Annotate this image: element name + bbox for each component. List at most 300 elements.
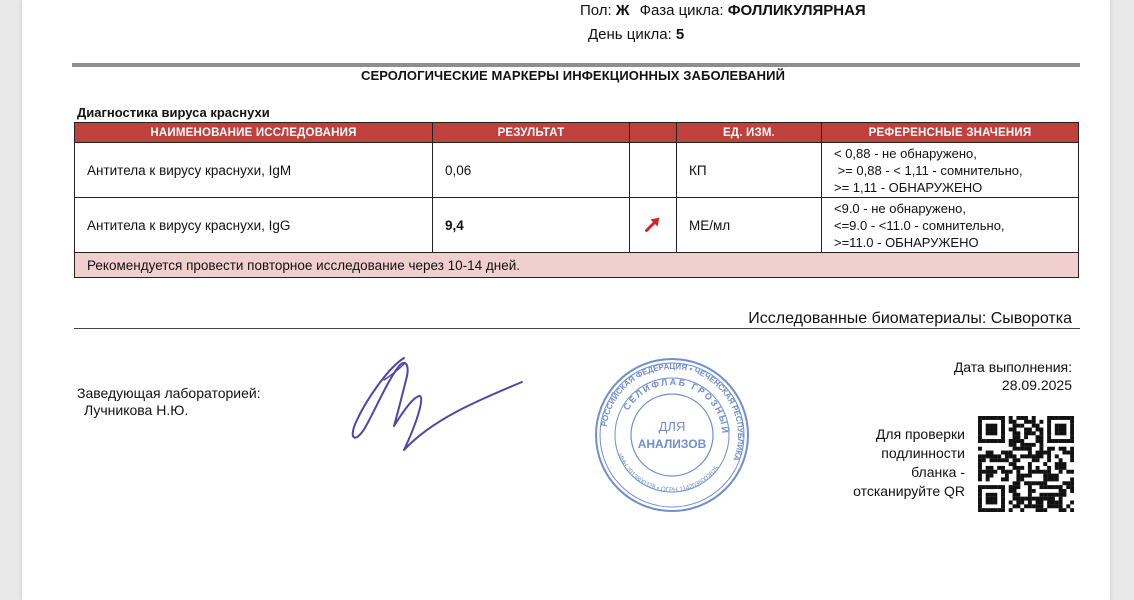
qr-module — [1043, 462, 1047, 466]
qr-text-line: подлинности — [881, 445, 965, 461]
qr-module — [1032, 443, 1036, 447]
qr-module — [1039, 439, 1043, 443]
qr-module — [1036, 508, 1040, 512]
col-header-result: РЕЗУЛЬТАТ — [433, 123, 630, 143]
qr-text-line: отсканируйте QR — [853, 483, 965, 499]
qr-instructions — [853, 425, 965, 501]
qr-module — [1013, 443, 1017, 447]
qr-module — [1013, 435, 1017, 439]
qr-module — [1066, 485, 1070, 489]
sex-phase-line — [580, 2, 866, 19]
qr-module — [1059, 485, 1063, 489]
qr-module — [1028, 470, 1032, 474]
qr-module — [990, 431, 994, 435]
table-header-row — [75, 123, 1079, 143]
qr-module — [982, 508, 986, 512]
qr-module — [993, 424, 997, 428]
qr-module — [1051, 447, 1055, 451]
qr-module — [1070, 489, 1074, 493]
qr-module — [1070, 481, 1074, 485]
result-flag-cell — [630, 198, 677, 253]
qr-module — [1047, 493, 1051, 497]
qr-module — [1047, 497, 1051, 501]
qr-module — [1062, 431, 1066, 435]
qr-module — [978, 504, 982, 508]
qr-module — [1055, 428, 1059, 432]
qr-module — [1024, 447, 1028, 451]
qr-module — [1070, 431, 1074, 435]
qr-module — [1059, 497, 1063, 501]
test-group-title: Диагностика вируса краснухи — [77, 105, 270, 120]
qr-module — [1070, 439, 1074, 443]
qr-module — [1024, 454, 1028, 458]
qr-module — [1028, 497, 1032, 501]
qr-module — [1016, 485, 1020, 489]
test-reference — [822, 143, 1079, 198]
qr-module — [1013, 481, 1017, 485]
phase-value: ФОЛЛИКУЛЯРНАЯ — [727, 2, 866, 19]
qr-module — [1059, 489, 1063, 493]
qr-module — [1039, 481, 1043, 485]
qr-module — [1070, 420, 1074, 424]
qr-module — [1059, 416, 1063, 420]
qr-module — [1047, 428, 1051, 432]
qr-module — [1001, 489, 1005, 493]
recommendation-row — [75, 253, 1079, 278]
qr-module — [990, 474, 994, 478]
qr-module — [1047, 454, 1051, 458]
qr-module — [1013, 466, 1017, 470]
qr-module — [1059, 493, 1063, 497]
completion-date-block — [954, 358, 1072, 394]
qr-module — [1039, 508, 1043, 512]
qr-module — [997, 508, 1001, 512]
qr-module — [1001, 493, 1005, 497]
qr-module — [1013, 439, 1017, 443]
qr-module — [1070, 477, 1074, 481]
qr-module — [993, 500, 997, 504]
qr-module — [978, 497, 982, 501]
qr-module — [1043, 477, 1047, 481]
qr-module — [1070, 451, 1074, 455]
qr-module — [1047, 466, 1051, 470]
qr-module — [1032, 424, 1036, 428]
qr-module — [1051, 439, 1055, 443]
test-reference — [822, 198, 1079, 253]
qr-module — [1001, 428, 1005, 432]
qr-module — [1020, 416, 1024, 420]
qr-module — [1039, 420, 1043, 424]
qr-module — [1059, 466, 1063, 470]
qr-module — [1047, 451, 1051, 455]
qr-module — [1028, 428, 1032, 432]
qr-module — [1039, 447, 1043, 451]
signature-icon — [344, 350, 529, 465]
qr-module — [1043, 493, 1047, 497]
qr-module — [1036, 497, 1040, 501]
qr-module — [1009, 451, 1013, 455]
qr-module — [1039, 435, 1043, 439]
qr-module — [997, 454, 1001, 458]
qr-module — [1028, 493, 1032, 497]
qr-module — [1039, 443, 1043, 447]
qr-module — [993, 458, 997, 462]
qr-module — [1032, 454, 1036, 458]
qr-module — [986, 470, 990, 474]
qr-module — [1043, 470, 1047, 474]
qr-module — [1016, 447, 1020, 451]
qr-module — [1047, 458, 1051, 462]
qr-module — [1036, 454, 1040, 458]
qr-module — [1055, 500, 1059, 504]
qr-module — [993, 470, 997, 474]
qr-module — [1066, 416, 1070, 420]
qr-module — [1059, 458, 1063, 462]
qr-module — [1059, 424, 1063, 428]
completion-label: Дата выполнения: — [953, 359, 1072, 375]
lab-head-block — [77, 385, 261, 419]
qr-module — [1020, 439, 1024, 443]
qr-module — [1020, 500, 1024, 504]
qr-module — [1028, 504, 1032, 508]
qr-module — [1016, 497, 1020, 501]
qr-module — [986, 497, 990, 501]
qr-module — [1059, 439, 1063, 443]
qr-module — [1062, 462, 1066, 466]
stamp-ring-inner: СЕЛИФЛАБ ГРОЗНЫЙ — [621, 376, 731, 436]
qr-module — [1062, 489, 1066, 493]
reference-line: <=9.0 - <11.0 - сомнительно, — [834, 217, 1005, 233]
qr-module — [1001, 458, 1005, 462]
qr-module — [1032, 504, 1036, 508]
qr-module — [1032, 416, 1036, 420]
qr-module — [1005, 474, 1009, 478]
qr-module — [1039, 451, 1043, 455]
qr-module — [1020, 466, 1024, 470]
qr-module — [1070, 454, 1074, 458]
qr-module — [1028, 500, 1032, 504]
qr-module — [1024, 416, 1028, 420]
qr-module — [1001, 466, 1005, 470]
qr-module — [1024, 443, 1028, 447]
qr-module — [1051, 497, 1055, 501]
qr-module — [1055, 416, 1059, 420]
qr-module — [1020, 474, 1024, 478]
qr-module — [986, 431, 990, 435]
qr-module — [1036, 458, 1040, 462]
qr-code-icon[interactable] — [978, 416, 1074, 512]
qr-module — [1013, 447, 1017, 451]
col-header-reference: РЕФЕРЕНСНЫЕ ЗНАЧЕНИЯ — [822, 123, 1079, 143]
qr-module — [978, 435, 982, 439]
qr-module — [1039, 470, 1043, 474]
sex-label: Пол: — [580, 2, 612, 19]
qr-module — [1062, 466, 1066, 470]
qr-module — [978, 439, 982, 443]
stamp-ring-outer: РОССИЙСКАЯ ФЕДЕРАЦИЯ • ЧЕЧЕНСКАЯ РЕСПУБЛИКА — [599, 361, 746, 463]
qr-module — [1028, 443, 1032, 447]
qr-module — [978, 462, 982, 466]
result-flag-cell — [630, 143, 677, 198]
qr-module — [986, 485, 990, 489]
test-name: Антитела к вирусу краснухи, IgM — [75, 143, 433, 198]
qr-module — [1051, 485, 1055, 489]
qr-module — [1001, 420, 1005, 424]
reference-line: < 0,88 - не обнаружено, — [834, 145, 977, 161]
qr-module — [1070, 428, 1074, 432]
qr-module — [1032, 489, 1036, 493]
qr-module — [1016, 470, 1020, 474]
qr-module — [990, 500, 994, 504]
qr-module — [1016, 504, 1020, 508]
stamp-icon — [592, 355, 752, 515]
cycle-day-line — [588, 26, 684, 43]
qr-module — [1013, 420, 1017, 424]
qr-module — [982, 439, 986, 443]
qr-module — [1016, 493, 1020, 497]
qr-module — [978, 431, 982, 435]
qr-module — [1013, 504, 1017, 508]
qr-module — [1047, 435, 1051, 439]
qr-module — [1024, 420, 1028, 424]
qr-module — [1001, 477, 1005, 481]
qr-module — [1032, 481, 1036, 485]
qr-module — [978, 447, 982, 451]
qr-module — [1005, 470, 1009, 474]
qr-module — [1047, 424, 1051, 428]
qr-module — [1001, 508, 1005, 512]
qr-module — [1024, 497, 1028, 501]
qr-module — [1028, 454, 1032, 458]
qr-module — [1020, 508, 1024, 512]
qr-module — [1051, 493, 1055, 497]
qr-module — [993, 508, 997, 512]
day-label: День цикла: — [588, 26, 672, 43]
qr-module — [1001, 424, 1005, 428]
qr-module — [1059, 500, 1063, 504]
qr-module — [1009, 462, 1013, 466]
qr-module — [1062, 508, 1066, 512]
qr-module — [1028, 466, 1032, 470]
qr-module — [1070, 458, 1074, 462]
stamp-center-line1: ДЛЯ — [658, 419, 686, 434]
report-sheet — [22, 0, 1110, 600]
qr-module — [990, 470, 994, 474]
qr-module — [1055, 493, 1059, 497]
qr-module — [1028, 474, 1032, 478]
qr-module — [1016, 431, 1020, 435]
qr-module — [1036, 435, 1040, 439]
qr-module — [1016, 439, 1020, 443]
qr-module — [1062, 428, 1066, 432]
qr-module — [1047, 504, 1051, 508]
qr-module — [978, 474, 982, 478]
qr-module — [1047, 477, 1051, 481]
col-header-name: НАИМЕНОВАНИЕ ИССЛЕДОВАНИЯ — [75, 123, 433, 143]
qr-module — [1013, 485, 1017, 489]
qr-module — [1036, 504, 1040, 508]
qr-module — [978, 458, 982, 462]
qr-module — [982, 470, 986, 474]
qr-module — [1005, 458, 1009, 462]
qr-module — [1036, 481, 1040, 485]
qr-module — [1043, 497, 1047, 501]
qr-module — [1009, 454, 1013, 458]
test-result: 0,06 — [433, 143, 630, 198]
qr-module — [1009, 470, 1013, 474]
qr-module — [1036, 470, 1040, 474]
col-header-unit: ЕД. ИЗМ. — [677, 123, 822, 143]
qr-module — [1051, 416, 1055, 420]
qr-module — [1062, 439, 1066, 443]
qr-module — [990, 493, 994, 497]
completion-date: 28.09.2025 — [1001, 377, 1072, 393]
qr-module — [1070, 416, 1074, 420]
qr-module — [1013, 424, 1017, 428]
qr-module — [1047, 485, 1051, 489]
qr-module — [1032, 431, 1036, 435]
qr-module — [978, 477, 982, 481]
qr-module — [1036, 466, 1040, 470]
qr-module — [978, 500, 982, 504]
qr-module — [982, 416, 986, 420]
qr-module — [997, 466, 1001, 470]
qr-module — [982, 458, 986, 462]
qr-module — [1062, 416, 1066, 420]
qr-module — [1051, 504, 1055, 508]
qr-module — [1005, 454, 1009, 458]
qr-module — [978, 508, 982, 512]
qr-module — [1032, 420, 1036, 424]
qr-module — [1039, 497, 1043, 501]
qr-module — [1043, 508, 1047, 512]
qr-module — [1028, 451, 1032, 455]
qr-module — [993, 439, 997, 443]
qr-module — [1051, 500, 1055, 504]
section-title: СЕРОЛОГИЧЕСКИЕ МАРКЕРЫ ИНФЕКЦИОННЫХ ЗАБОЛЕВАНИЙ — [360, 68, 786, 83]
qr-module — [986, 428, 990, 432]
qr-module — [990, 439, 994, 443]
qr-module — [1028, 420, 1032, 424]
qr-module — [1036, 428, 1040, 432]
day-value: 5 — [675, 26, 685, 43]
reference-line: <9.0 - не обнаружено, — [834, 200, 966, 216]
qr-module — [1055, 454, 1059, 458]
recommendation-note: Рекомендуется провести повторное исследование через 10-14 дней. — [75, 253, 1079, 278]
qr-module — [1062, 451, 1066, 455]
qr-module — [990, 416, 994, 420]
qr-module — [1059, 447, 1063, 451]
qr-module — [1005, 477, 1009, 481]
qr-text-line: бланка - — [911, 464, 965, 480]
test-unit: МЕ/мл — [677, 198, 822, 253]
qr-module — [1047, 447, 1051, 451]
table-row — [75, 143, 1079, 198]
qr-module — [1055, 462, 1059, 466]
qr-module — [1062, 493, 1066, 497]
qr-module — [1047, 431, 1051, 435]
qr-module — [1016, 466, 1020, 470]
qr-module — [1055, 504, 1059, 508]
qr-module — [997, 485, 1001, 489]
arrow-up-right-icon — [644, 215, 662, 233]
qr-module — [1013, 489, 1017, 493]
qr-module — [990, 485, 994, 489]
qr-module — [986, 477, 990, 481]
qr-module — [1055, 485, 1059, 489]
qr-module — [1062, 424, 1066, 428]
qr-module — [978, 466, 982, 470]
qr-module — [1039, 504, 1043, 508]
qr-module — [1047, 474, 1051, 478]
qr-module — [1024, 428, 1028, 432]
qr-module — [993, 485, 997, 489]
sex-value: Ж — [615, 2, 630, 19]
qr-module — [978, 428, 982, 432]
qr-module — [1020, 497, 1024, 501]
qr-module — [1039, 493, 1043, 497]
qr-module — [990, 454, 994, 458]
reference-line: >=11.0 - ОБНАРУЖЕНО — [834, 234, 979, 250]
qr-module — [1013, 428, 1017, 432]
qr-module — [1028, 485, 1032, 489]
qr-module — [1009, 416, 1013, 420]
test-name: Антитела к вирусу краснухи, IgG — [75, 198, 433, 253]
qr-module — [1001, 497, 1005, 501]
qr-module — [1066, 451, 1070, 455]
qr-module — [1009, 500, 1013, 504]
qr-module — [1070, 447, 1074, 451]
qr-module — [1013, 454, 1017, 458]
qr-module — [1043, 485, 1047, 489]
qr-module — [997, 416, 1001, 420]
qr-module — [1013, 462, 1017, 466]
qr-module — [986, 508, 990, 512]
qr-module — [1024, 435, 1028, 439]
qr-module — [1001, 504, 1005, 508]
qr-text-line: Для проверки — [875, 426, 965, 442]
qr-module — [1028, 489, 1032, 493]
qr-module — [1066, 470, 1070, 474]
qr-module — [986, 500, 990, 504]
results-table — [74, 122, 1079, 278]
qr-module — [1047, 439, 1051, 443]
qr-module — [1009, 428, 1013, 432]
qr-module — [1009, 485, 1013, 489]
qr-module — [1066, 481, 1070, 485]
qr-module — [1039, 500, 1043, 504]
qr-module — [986, 474, 990, 478]
col-header-flag — [630, 123, 677, 143]
qr-module — [1055, 474, 1059, 478]
table-row — [75, 198, 1079, 253]
qr-module — [1001, 435, 1005, 439]
qr-module — [982, 485, 986, 489]
qr-module — [993, 493, 997, 497]
qr-module — [1032, 470, 1036, 474]
qr-module — [993, 428, 997, 432]
qr-module — [1016, 424, 1020, 428]
qr-module — [1020, 477, 1024, 481]
qr-module — [990, 508, 994, 512]
qr-module — [1055, 431, 1059, 435]
qr-module — [978, 485, 982, 489]
qr-module — [997, 458, 1001, 462]
qr-module — [1028, 447, 1032, 451]
qr-module — [1070, 424, 1074, 428]
qr-module — [978, 454, 982, 458]
qr-module — [978, 416, 982, 420]
